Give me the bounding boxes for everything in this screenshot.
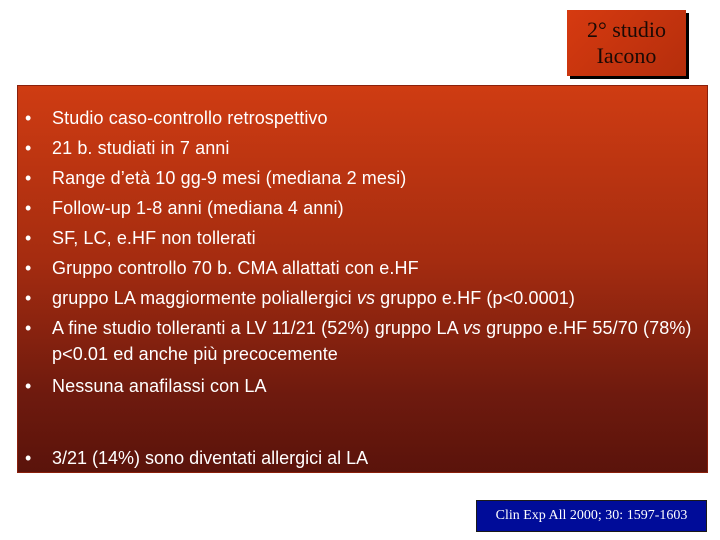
bullet-item [25, 283, 700, 313]
citation-box: Clin Exp All 2000; 30: 1597-1603 [477, 501, 706, 531]
bullet-marker: • [25, 198, 32, 218]
final-bullet-list [25, 443, 700, 473]
bullet-marker: • [25, 288, 32, 308]
bullet-item [25, 163, 700, 193]
bullet-text: Nessuna anafilassi con LA [52, 376, 267, 396]
bullet-marker: • [25, 108, 32, 128]
bullet-item [25, 103, 700, 133]
bullet-item [25, 253, 700, 283]
bullet-item [25, 313, 700, 371]
bullet-marker: • [25, 376, 32, 396]
bullet-marker: • [25, 318, 32, 338]
slide-title-line2: Iacono [596, 43, 657, 68]
bullet-text: Studio caso-controllo retrospettivo [52, 108, 328, 128]
bullet-item [25, 193, 700, 223]
bullet-text: Range d’età 10 gg-9 mesi (mediana 2 mesi) [52, 168, 407, 188]
bullet-item [25, 133, 700, 163]
slide-title-line1: 2° studio [586, 17, 667, 42]
bullet-text: Follow-up 1-8 anni (mediana 4 anni) [52, 198, 344, 218]
bullet-list [25, 103, 700, 401]
bullet-text: SF, LC, e.HF non tollerati [52, 228, 256, 248]
bullet-marker: • [25, 448, 32, 468]
bullet-marker: • [25, 168, 32, 188]
slide-title-box [567, 10, 686, 76]
bullet-marker: • [25, 258, 32, 278]
bullet-text: 21 b. studiati in 7 anni [52, 138, 230, 158]
bullet-marker: • [25, 138, 32, 158]
bullet-text-tolerance: A fine studio tolleranti a LV 11/21 (52%) gruppo LA vs gruppo e.HF 55/70 (78%) p<0.01 ed anche più precocemente [52, 318, 692, 364]
bullet-marker: • [25, 228, 32, 248]
bullet-item [25, 223, 700, 253]
bullet-text: Gruppo controllo 70 b. CMA allattati con e.HF [52, 258, 419, 278]
bullet-item-final [25, 443, 700, 473]
content-panel [17, 85, 708, 473]
bullet-text-final: 3/21 (14%) sono diventati allergici al LA [52, 448, 369, 468]
bullet-item [25, 371, 700, 401]
bullet-text-polyallergic: gruppo LA maggiormente poliallergici vs gruppo e.HF (p<0.0001) [52, 288, 575, 308]
